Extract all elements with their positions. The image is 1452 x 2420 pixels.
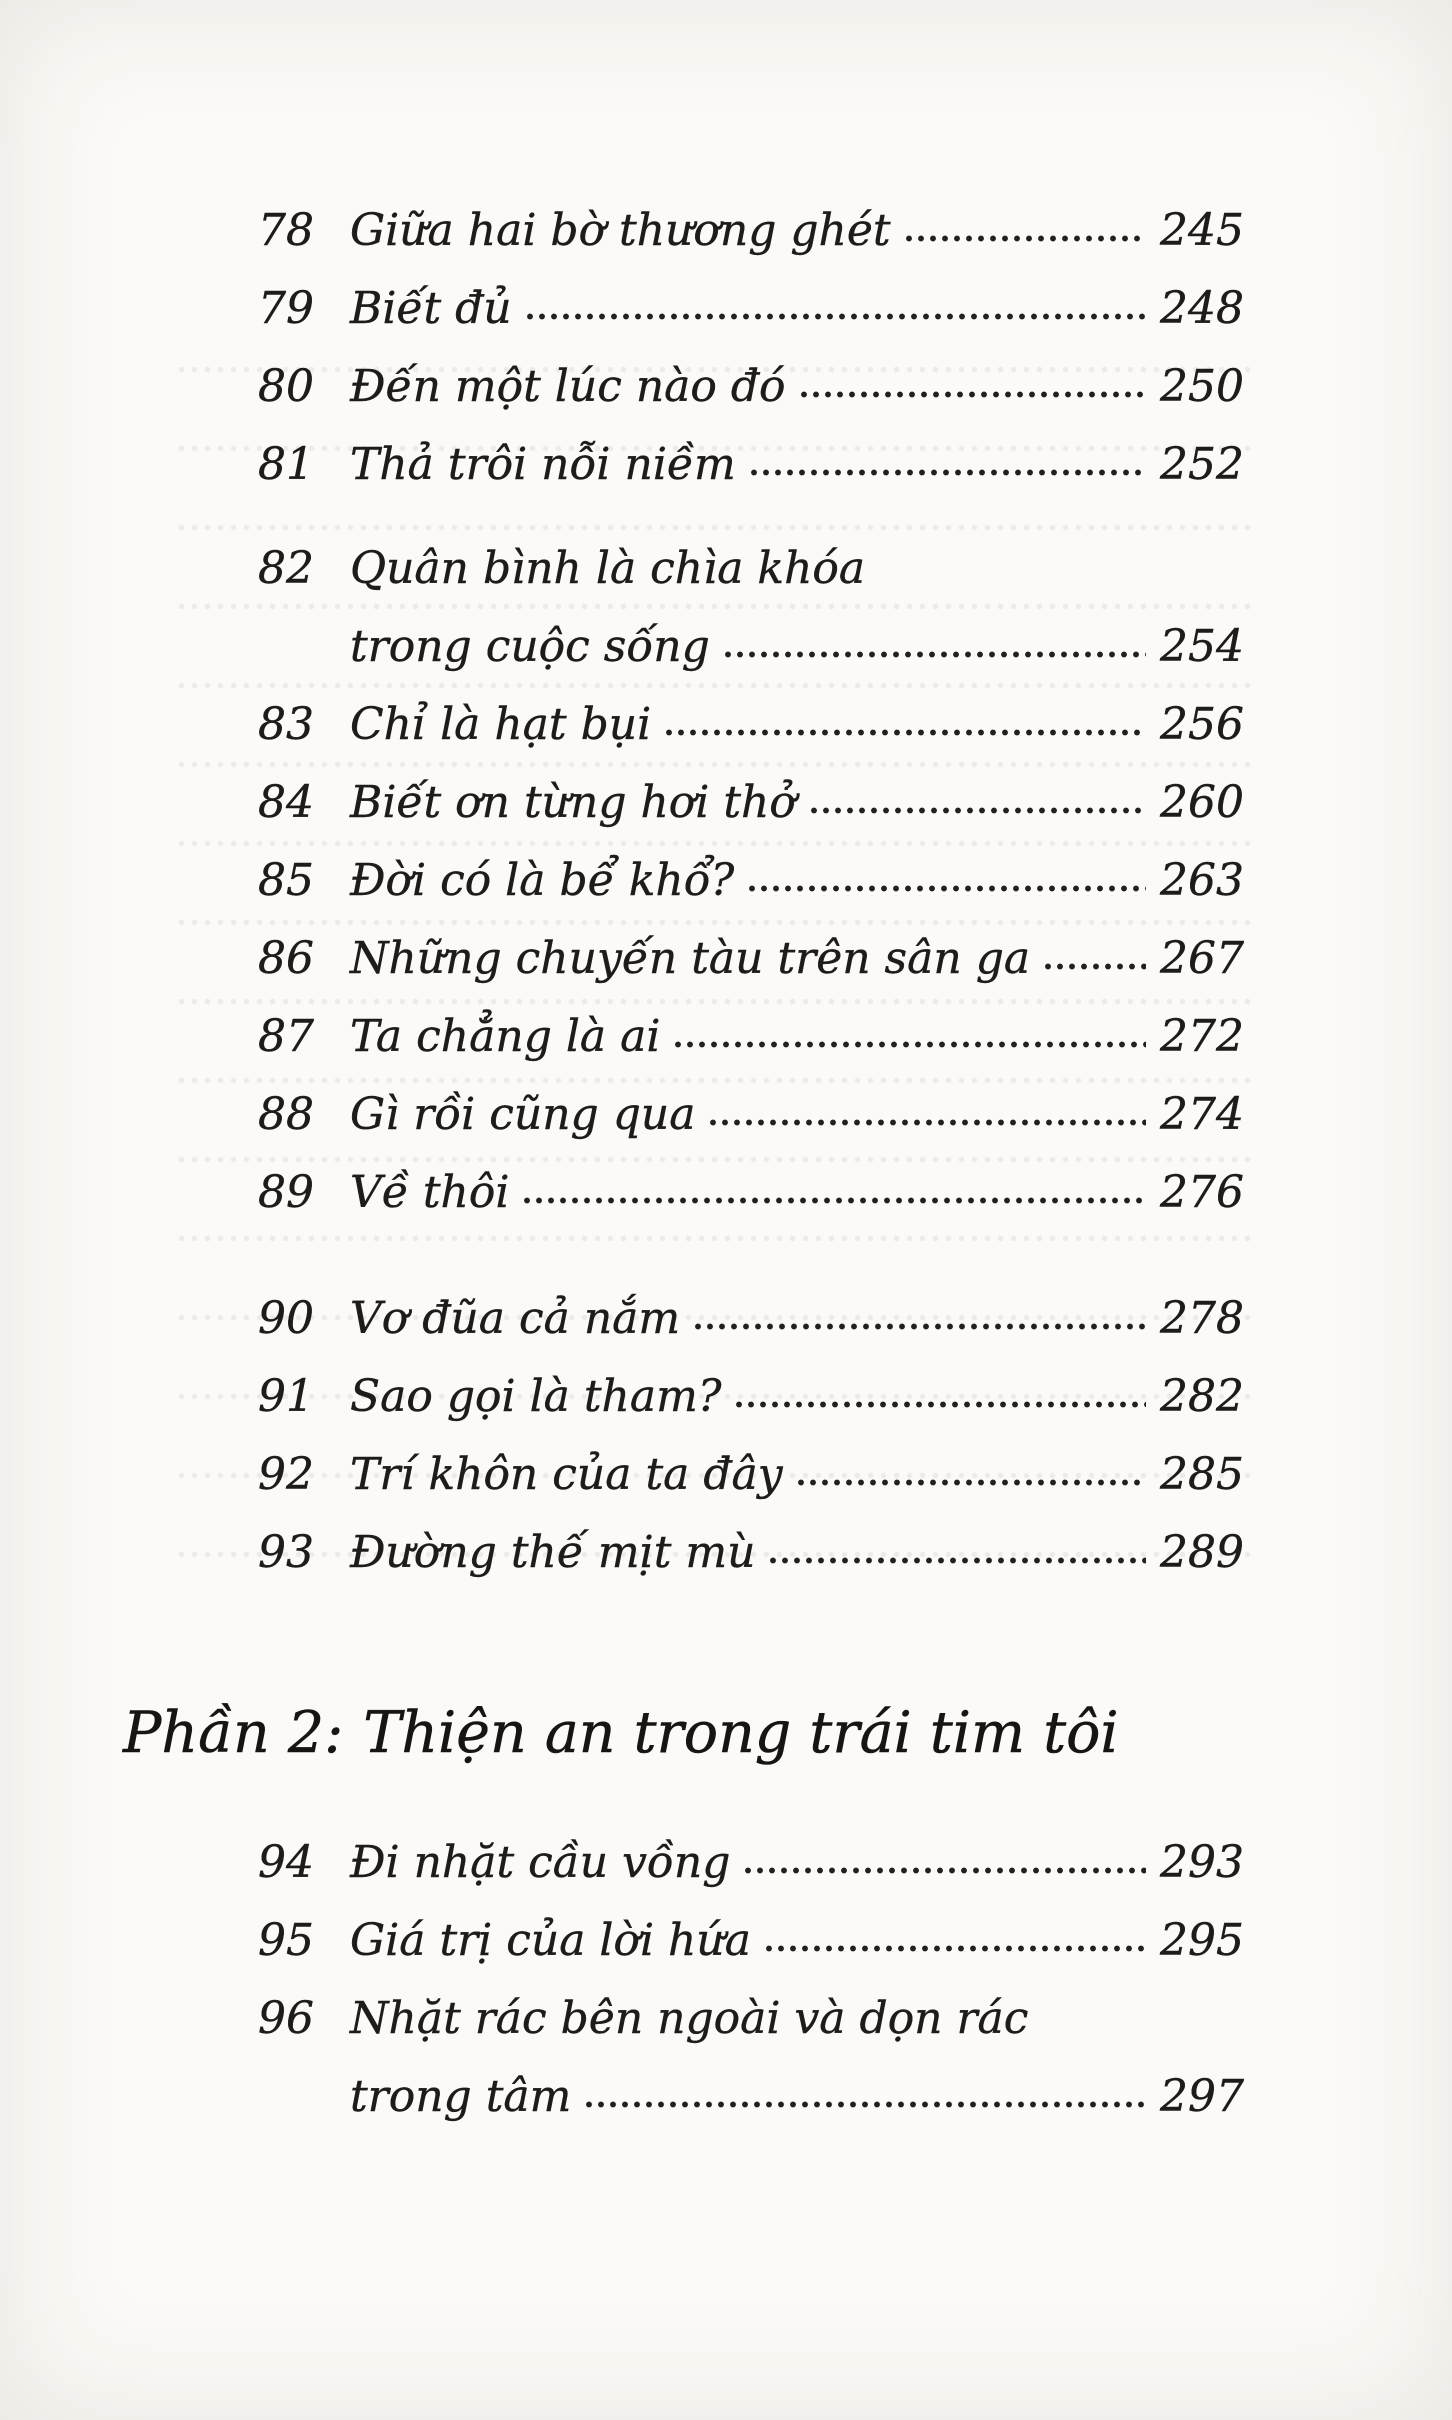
toc-entry-row	[258, 1898, 1244, 1976]
toc-entry-page: 254	[1160, 621, 1244, 672]
dot-leader	[746, 859, 1146, 903]
toc-entry-page: 252	[1160, 439, 1244, 490]
toc-entry-number: 87	[258, 1011, 314, 1062]
dot-leader	[663, 703, 1146, 747]
toc-entry-title: Quân bình là chìa khóa	[350, 543, 866, 594]
toc-entry-number: 82	[258, 543, 314, 594]
dot-leader	[583, 2075, 1146, 2119]
dot-leader	[521, 1171, 1146, 1215]
toc-entry-row	[258, 422, 1244, 500]
section-heading-title: Thiện an trong trái tim tôi	[363, 1700, 1119, 1766]
dot-leader	[1042, 937, 1146, 981]
table-of-contents	[123, 188, 1244, 2132]
toc-entry-number: 78	[258, 205, 314, 256]
toc-entry-page: 289	[1160, 1527, 1244, 1578]
toc-entry-row	[258, 188, 1244, 266]
toc-entry-row-continuation	[258, 604, 1244, 682]
toc-entry-page: 297	[1160, 2071, 1244, 2122]
dot-leader	[748, 443, 1146, 487]
toc-entry-row	[258, 838, 1244, 916]
toc-entry-number: 89	[258, 1167, 314, 1218]
toc-entry-page: 293	[1160, 1837, 1244, 1888]
toc-entry-page: 263	[1160, 855, 1244, 906]
toc-entry-title: Gì rồi cũng qua	[350, 1089, 696, 1140]
toc-entry-row	[258, 526, 1244, 604]
toc-entry-number: 92	[258, 1449, 314, 1500]
toc-entry-number: 79	[258, 283, 314, 334]
dot-leader	[798, 365, 1146, 409]
toc-entry-number: 86	[258, 933, 314, 984]
toc-entry-row	[258, 1820, 1244, 1898]
toc-entry-page: 256	[1160, 699, 1244, 750]
dot-leader	[524, 287, 1146, 331]
toc-entry-page: 267	[1160, 933, 1244, 984]
toc-entry-row	[258, 266, 1244, 344]
toc-entry-number: 91	[258, 1371, 314, 1422]
toc-entry-page: 272	[1160, 1011, 1244, 1062]
dot-leader	[795, 1453, 1146, 1497]
dot-leader	[742, 1841, 1146, 1885]
dot-leader	[672, 1015, 1146, 1059]
toc-entry-number: 94	[258, 1837, 314, 1888]
dot-leader	[707, 1093, 1146, 1137]
toc-entry-title-line2: trong cuộc sống	[350, 621, 710, 672]
dot-leader	[767, 1531, 1146, 1575]
toc-entry-page: 276	[1160, 1167, 1244, 1218]
section-heading	[123, 1678, 1244, 1788]
toc-entry-title: Đời có là bể khổ?	[350, 855, 735, 906]
dot-leader	[903, 209, 1146, 253]
dot-leader	[692, 1297, 1146, 1341]
toc-entry-title: Giữa hai bờ thương ghét	[350, 205, 891, 256]
toc-entry-row	[258, 1432, 1244, 1510]
toc-entry-page: 245	[1160, 205, 1244, 256]
toc-entry-row	[258, 994, 1244, 1072]
toc-entry-page: 295	[1160, 1915, 1244, 1966]
toc-entry-number: 90	[258, 1293, 314, 1344]
toc-entry-row	[258, 1976, 1244, 2054]
toc-entry-number: 80	[258, 361, 314, 412]
toc-entry-title: Những chuyến tàu trên sân ga	[350, 933, 1031, 984]
toc-entry-title: Trí khôn của ta đây	[350, 1449, 783, 1500]
toc-entry-row	[258, 1354, 1244, 1432]
toc-entry-page: 285	[1160, 1449, 1244, 1500]
toc-entry-title: Ta chẳng là ai	[350, 1011, 661, 1062]
toc-entry-title: Giá trị của lời hứa	[350, 1915, 751, 1966]
toc-entry-title: Đi nhặt cầu vồng	[350, 1837, 731, 1888]
toc-entry-number: 85	[258, 855, 314, 906]
toc-entry-row	[258, 1150, 1244, 1228]
toc-entry-row	[258, 1276, 1244, 1354]
toc-entry-page: 260	[1160, 777, 1244, 828]
toc-entry-title-line2: trong tâm	[350, 2071, 572, 2122]
section-heading-prefix: Phần 2:	[123, 1700, 344, 1766]
toc-entry-title: Nhặt rác bên ngoài và dọn rác	[350, 1993, 1029, 2044]
toc-entry-row	[258, 344, 1244, 422]
toc-entry-title: Chỉ là hạt bụi	[350, 699, 652, 750]
toc-entry-title: Vơ đũa cả nắm	[350, 1293, 681, 1344]
dot-leader	[763, 1919, 1146, 1963]
toc-entry-row	[258, 916, 1244, 994]
toc-entry-row	[258, 1510, 1244, 1588]
toc-entry-title: Về thôi	[350, 1167, 510, 1218]
toc-entry-page: 282	[1160, 1371, 1244, 1422]
toc-entry-page: 274	[1160, 1089, 1244, 1140]
toc-entry-number: 88	[258, 1089, 314, 1140]
toc-entry-title: Biết đủ	[350, 283, 512, 334]
toc-entry-number: 95	[258, 1915, 314, 1966]
toc-entry-row	[258, 760, 1244, 838]
toc-entry-page: 250	[1160, 361, 1244, 412]
toc-entry-title: Đường thế mịt mù	[350, 1527, 756, 1578]
toc-entry-title: Sao gọi là tham?	[350, 1371, 722, 1422]
toc-entry-row	[258, 682, 1244, 760]
toc-entry-title: Thả trôi nỗi niềm	[350, 439, 736, 490]
toc-entry-number: 81	[258, 439, 314, 490]
toc-entry-title: Đến một lúc nào đó	[350, 361, 786, 412]
toc-entry-number: 84	[258, 777, 314, 828]
toc-entry-row-continuation	[258, 2054, 1244, 2132]
dot-leader	[722, 625, 1146, 669]
dot-leader	[733, 1375, 1146, 1419]
dot-leader	[808, 781, 1146, 825]
toc-entry-number: 93	[258, 1527, 314, 1578]
toc-entry-row	[258, 1072, 1244, 1150]
toc-entry-title: Biết ơn từng hơi thở	[350, 777, 796, 828]
toc-entry-number: 96	[258, 1993, 314, 2044]
toc-entry-page: 248	[1160, 283, 1244, 334]
toc-entry-number: 83	[258, 699, 314, 750]
toc-entry-page: 278	[1160, 1293, 1244, 1344]
